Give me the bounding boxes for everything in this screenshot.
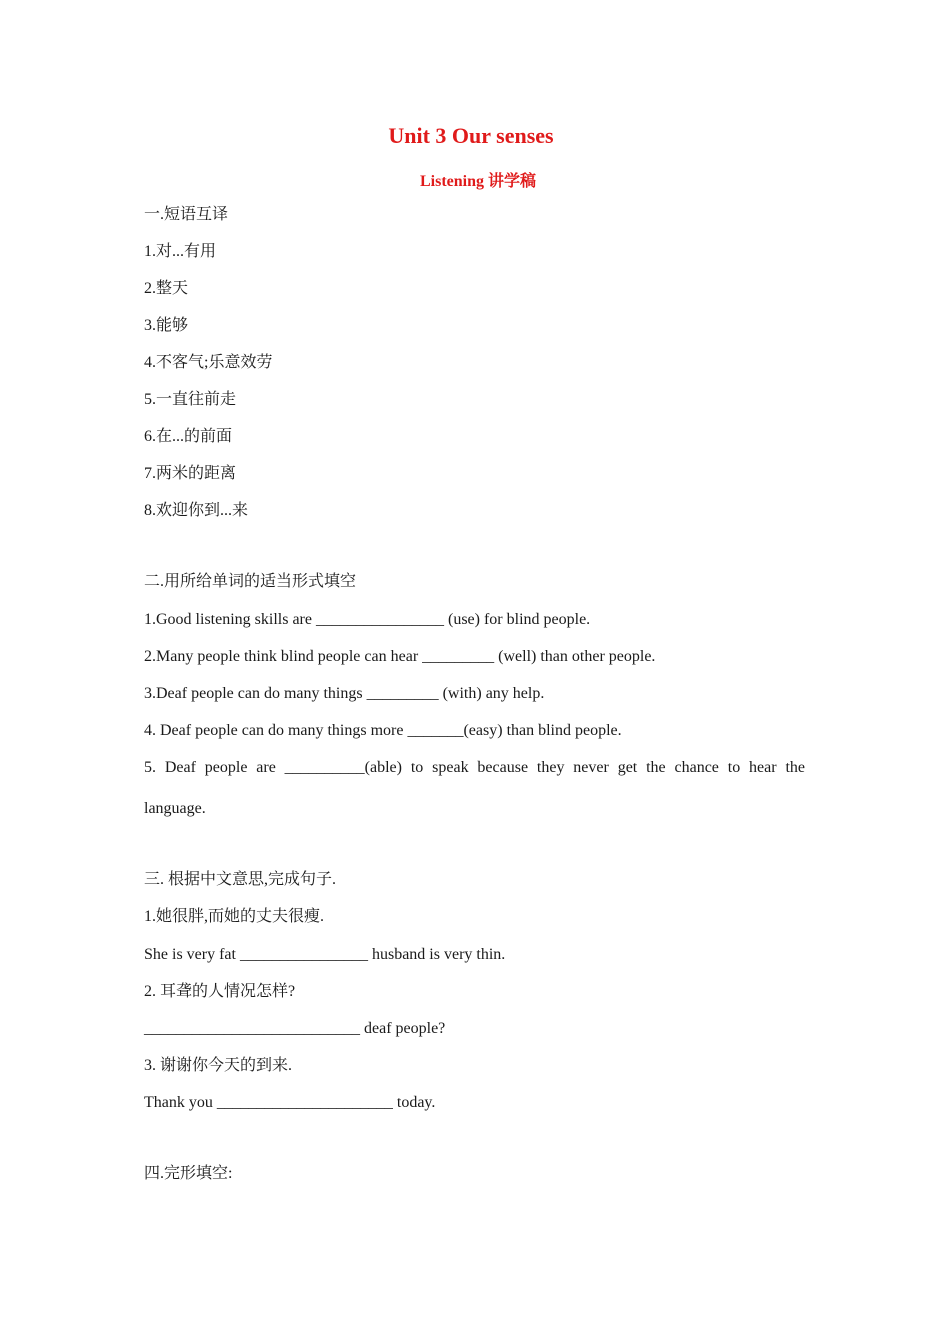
- sentence-answer-line: Thank you ______________________ today.: [144, 1094, 436, 1111]
- section-heading-fill-blanks: 二.用所给单词的适当形式填空: [144, 573, 357, 590]
- fill-blank-item: 1.Good listening skills are ________________ (use) for blind people.: [144, 611, 591, 628]
- phrase-item: 5.一直往前走: [144, 391, 237, 408]
- sentence-answer-line: ___________________________ deaf people?: [144, 1020, 446, 1037]
- fill-blank-item: 5. Deaf people are __________(able) to speak because they never get the chance to hear the: [144, 759, 805, 776]
- sentence-answer-line: She is very fat ________________ husband is very thin.: [144, 946, 506, 963]
- phrase-item: 4.不客气;乐意效劳: [144, 354, 273, 371]
- phrase-item: 8.欢迎你到...来: [144, 502, 249, 519]
- fill-blank-item: 2.Many people think blind people can hear _________ (well) than other people.: [144, 648, 656, 665]
- phrase-item: 6.在...的前面: [144, 428, 233, 445]
- phrase-item: 7.两米的距离: [144, 465, 237, 482]
- fill-blank-item-continuation: language.: [144, 800, 206, 817]
- section-heading-cloze: 四.完形填空:: [144, 1165, 233, 1182]
- fill-blank-item: 4. Deaf people can do many things more _______(easy) than blind people.: [144, 722, 622, 739]
- phrase-item: 1.对...有用: [144, 243, 217, 260]
- page-title: Unit 3 Our senses: [388, 123, 554, 148]
- sentence-prompt: 1.她很胖,而她的丈夫很瘦.: [144, 908, 325, 925]
- section-heading-phrase-translation: 一.短语互译: [144, 206, 229, 223]
- phrase-item: 3.能够: [144, 317, 189, 334]
- phrase-item: 2.整天: [144, 280, 189, 297]
- sentence-prompt: 2. 耳聋的人情况怎样?: [144, 983, 296, 1000]
- page-subtitle: Listening 讲学稿: [419, 173, 537, 190]
- fill-blank-item: 3.Deaf people can do many things _________ (with) any help.: [144, 685, 545, 702]
- sentence-prompt: 3. 谢谢你今天的到来.: [144, 1057, 293, 1074]
- section-heading-complete-sentences: 三. 根据中文意思,完成句子.: [144, 871, 337, 888]
